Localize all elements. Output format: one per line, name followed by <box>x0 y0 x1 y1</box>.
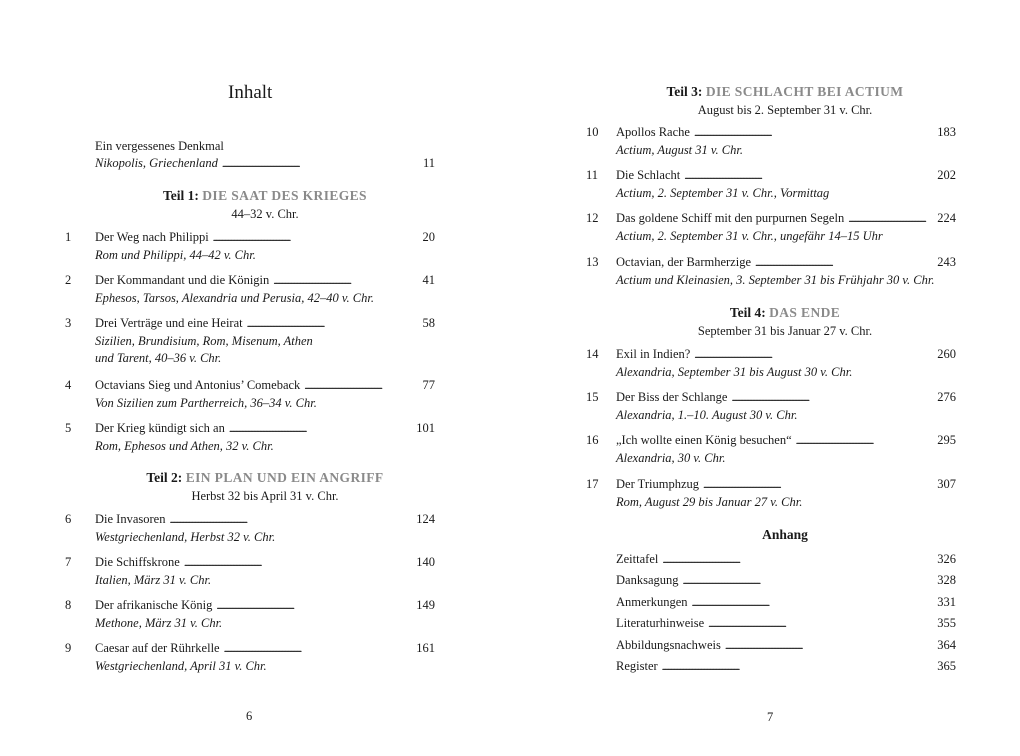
chapter-number: 8 <box>65 598 72 612</box>
leader-dots <box>662 658 934 676</box>
leader-dots <box>184 554 412 572</box>
entry-page: 243 <box>937 255 956 269</box>
leader-dots <box>216 597 412 615</box>
part-1-range: 44–32 v. Chr. <box>231 207 299 221</box>
leader-dots <box>703 476 933 494</box>
chapter-number: 14 <box>586 347 599 361</box>
entry-title: Caesar auf der Rührkelle <box>95 641 220 655</box>
toc-entry <box>65 315 435 367</box>
leader-dots <box>692 594 934 612</box>
leader-dots <box>273 272 413 290</box>
entry-subtitle: Rom und Philippi, 44–42 v. Chr. <box>95 248 256 262</box>
part-3-range: August bis 2. September 31 v. Chr. <box>697 103 873 117</box>
entry-page: 202 <box>937 168 956 182</box>
toc-entry <box>586 210 956 245</box>
entry-page: 77 <box>422 378 435 392</box>
part-name: DIE SCHLACHT BEI ACTIUM <box>705 84 904 99</box>
toc-entry <box>616 572 956 590</box>
leader-dots <box>222 155 413 173</box>
entry-page: 326 <box>937 552 956 566</box>
leader-dots <box>662 551 933 569</box>
toc-entry <box>65 640 435 675</box>
leader-dots <box>796 432 934 450</box>
leader-dots <box>848 210 933 228</box>
entry-title: Abbildungsnachweis <box>616 638 721 652</box>
toc-entry <box>616 594 956 612</box>
part-2-title <box>95 470 435 486</box>
toc-entry <box>586 167 956 202</box>
entry-page: 11 <box>422 156 435 170</box>
toc-entry <box>586 124 956 159</box>
chapter-number: 13 <box>586 255 599 269</box>
entry-title: Drei Verträge und eine Heirat <box>95 316 243 330</box>
entry-title: Der Biss der Schlange <box>616 390 728 404</box>
leader-dots <box>694 346 933 364</box>
entry-title: Die Schlacht <box>616 168 681 182</box>
entry-title: Literaturhinweise <box>616 616 705 630</box>
leader-dots <box>755 254 933 272</box>
part-4-title <box>615 305 955 321</box>
part-2-range: Herbst 32 bis April 31 v. Chr. <box>191 489 339 503</box>
leader-dots <box>224 640 413 658</box>
entry-page: 295 <box>937 433 956 447</box>
chapter-number: 6 <box>65 512 72 526</box>
leader-dots <box>683 572 934 590</box>
entry-page: 224 <box>937 211 956 225</box>
entry-page: 20 <box>422 230 435 244</box>
entry-title: Der Krieg kündigt sich an <box>95 421 225 435</box>
chapter-number: 16 <box>586 433 599 447</box>
entry-subtitle: Rom, August 29 bis Januar 27 v. Chr. <box>616 495 803 509</box>
part-3-title <box>615 84 955 100</box>
entry-title: Der afrikanische König <box>95 598 213 612</box>
chapter-number: 10 <box>586 125 599 139</box>
entry-title: Exil in Indien? <box>616 347 691 361</box>
entry-subtitle: Actium und Kleinasien, 3. September 31 bis Frühjahr 30 v. Chr. <box>616 273 935 287</box>
toc-entry <box>616 551 956 569</box>
entry-title: „Ich wollte einen König besuchen“ <box>616 433 792 447</box>
entry-subtitle: und Tarent, 40–36 v. Chr. <box>95 351 222 365</box>
chapter-number: 3 <box>65 316 72 330</box>
entry-page: 101 <box>416 421 435 435</box>
part-name: DIE SAAT DES KRIEGES <box>202 188 367 203</box>
toc-entry <box>65 420 435 455</box>
toc-entry <box>586 389 956 424</box>
entry-subtitle: Alexandria, 1.–10. August 30 v. Chr. <box>616 408 798 422</box>
toc-entry-prologue <box>95 138 435 173</box>
entry-subtitle: Nikopolis, Griechenland <box>95 156 218 170</box>
entry-subtitle: Alexandria, 30 v. Chr. <box>616 451 726 465</box>
toc-entry <box>65 272 435 307</box>
entry-page: 331 <box>937 595 956 609</box>
entry-title: Anmerkungen <box>616 595 688 609</box>
page-number: 6 <box>246 709 253 723</box>
chapter-number: 5 <box>65 421 72 435</box>
entry-page: 307 <box>937 477 956 491</box>
chapter-number: 7 <box>65 555 72 569</box>
entry-title: Register <box>616 659 658 673</box>
page-number: 7 <box>767 710 774 724</box>
toc-entry <box>65 597 435 632</box>
toc-entry <box>616 615 956 633</box>
toc-entry <box>65 229 435 264</box>
part-name: EIN PLAN UND EIN ANGRIFF <box>185 470 384 485</box>
right-page <box>510 0 1020 756</box>
part-label: Teil 2: <box>146 470 183 485</box>
leader-dots <box>694 124 933 142</box>
toc-entry <box>616 637 956 655</box>
entry-page: 365 <box>937 659 956 673</box>
entry-subtitle: Rom, Ephesos und Athen, 32 v. Chr. <box>95 439 274 453</box>
part-4-range: September 31 bis Januar 27 v. Chr. <box>697 324 873 338</box>
toc-entry <box>65 511 435 546</box>
entry-page: 161 <box>416 641 435 655</box>
entry-subtitle: Alexandria, September 31 bis August 30 v. Chr. <box>616 365 853 379</box>
entry-title: Das goldene Schiff mit den purpurnen Segeln <box>616 211 845 225</box>
chapter-number: 11 <box>586 168 599 182</box>
part-1-title <box>95 188 435 204</box>
entry-title: Octavian, der Barmherzige <box>616 255 752 269</box>
entry-page: 328 <box>937 573 956 587</box>
toc-entry <box>65 554 435 589</box>
entry-subtitle: Westgriechenland, Herbst 32 v. Chr. <box>95 530 276 544</box>
entry-page: 140 <box>416 555 435 569</box>
entry-title: Der Weg nach Philippi <box>95 230 209 244</box>
entry-subtitle: Methone, März 31 v. Chr. <box>95 616 223 630</box>
entry-subtitle: Actium, August 31 v. Chr. <box>616 143 743 157</box>
part-label: Teil 4: <box>729 305 766 320</box>
entry-title: Die Invasoren <box>95 512 166 526</box>
entry-title: Zeittafel <box>616 552 659 566</box>
entry-title: Die Schiffskrone <box>95 555 180 569</box>
entry-page: 355 <box>937 616 956 630</box>
leader-dots <box>708 615 933 633</box>
leader-dots <box>304 377 413 395</box>
toc-entry <box>586 432 956 467</box>
part-label: Teil 3: <box>666 84 703 99</box>
leader-dots <box>731 389 933 407</box>
leader-dots <box>725 637 933 655</box>
chapter-number: 12 <box>586 211 599 225</box>
leader-dots <box>169 511 412 529</box>
chapter-number: 9 <box>65 641 72 655</box>
entry-title: Danksagung <box>616 573 679 587</box>
entry-subtitle: Westgriechenland, April 31 v. Chr. <box>95 659 267 673</box>
entry-page: 41 <box>422 273 435 287</box>
entry-page: 124 <box>416 512 435 526</box>
part-name: DAS ENDE <box>769 305 841 320</box>
chapter-number: 17 <box>586 477 599 491</box>
chapter-number: 15 <box>586 390 599 404</box>
entry-title: Der Kommandant und die Königin <box>95 273 270 287</box>
chapter-number: 1 <box>65 230 72 244</box>
toc-entry <box>616 658 956 676</box>
entry-subtitle: Italien, März 31 v. Chr. <box>95 573 212 587</box>
entry-page: 183 <box>937 125 956 139</box>
entry-subtitle: Sizilien, Brundisium, Rom, Misenum, Athen <box>95 334 313 348</box>
entry-title: Octavians Sieg und Antonius’ Comeback <box>95 378 301 392</box>
toc-entry <box>65 377 435 412</box>
leader-dots <box>229 420 412 438</box>
entry-title: Apollos Rache <box>616 125 690 139</box>
toc-entry <box>586 254 956 289</box>
entry-subtitle: Ephesos, Tarsos, Alexandria und Perusia, 42–40 v. Chr. <box>95 291 374 305</box>
entry-page: 276 <box>937 390 956 404</box>
entry-title: Ein vergessenes Denkmal <box>95 139 224 153</box>
entry-subtitle: Von Sizilien zum Partherreich, 36–34 v. Chr. <box>95 396 317 410</box>
leader-dots <box>684 167 933 185</box>
toc-entry <box>586 476 956 511</box>
entry-subtitle: Actium, 2. September 31 v. Chr., Vormittag <box>616 186 830 200</box>
entry-page: 149 <box>416 598 435 612</box>
entry-subtitle: Actium, 2. September 31 v. Chr., ungefähr 14–15 Uhr <box>616 229 883 243</box>
part-label: Teil 1: <box>163 188 199 203</box>
chapter-number: 4 <box>65 378 72 392</box>
leader-dots <box>213 229 413 247</box>
leader-dots <box>247 315 413 333</box>
appendix-heading: Anhang <box>762 527 808 542</box>
entry-page: 260 <box>937 347 956 361</box>
chapter-number: 2 <box>65 273 72 287</box>
toc-heading: Inhalt <box>228 82 273 103</box>
toc-entry <box>586 346 956 381</box>
entry-title: Der Triumphzug <box>616 477 699 491</box>
entry-page: 58 <box>422 316 435 330</box>
entry-page: 364 <box>937 638 956 652</box>
